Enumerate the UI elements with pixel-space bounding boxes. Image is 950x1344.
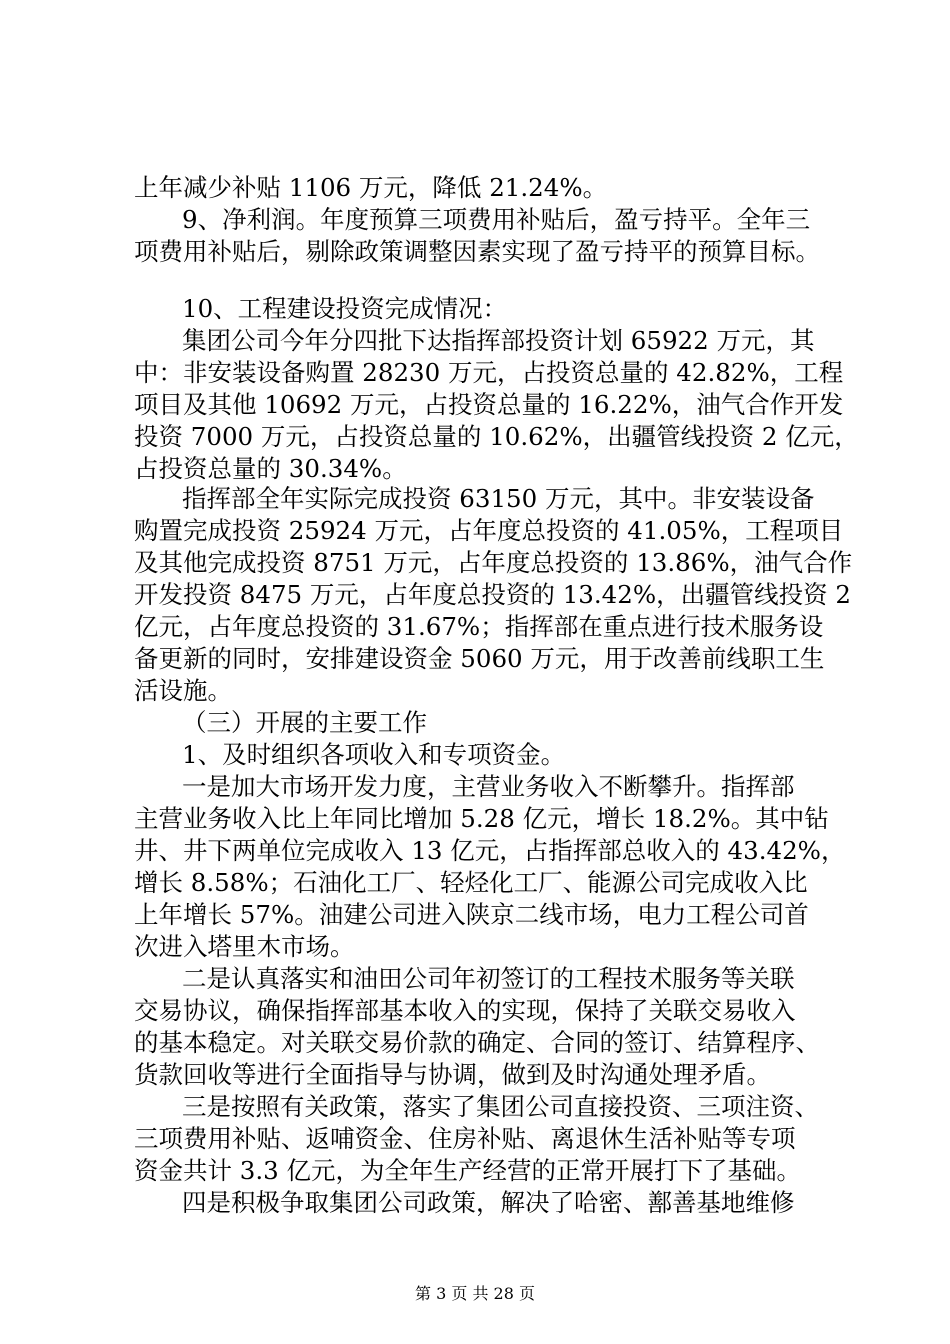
text-line: 三项费用补贴、返哺资金、住房补贴、离退休生活补贴等专项: [134, 1124, 796, 1153]
text-line: 亿元，占年度总投资的 31.67%；指挥部在重点进行技术服务设: [134, 612, 824, 641]
text-line: 中：非安装设备购置 28230 万元，占投资总量的 42.82%，工程: [134, 358, 844, 387]
text-line: 9、净利润。年度预算三项费用补贴后，盈亏持平。全年三: [182, 205, 811, 234]
text-line: 上年减少补贴 1106 万元，降低 21.24%。: [134, 173, 608, 202]
text-line: 开发投资 8475 万元，占年度总投资的 13.42%，出疆管线投资 2: [134, 580, 852, 609]
text-line: 次进入塔里木市场。: [134, 932, 355, 961]
text-line: 购置完成投资 25924 万元，占年度总投资的 41.05%，工程项目: [134, 516, 844, 545]
text-line: 资金共计 3.3 亿元，为全年生产经营的正常开展打下了基础。: [134, 1156, 802, 1185]
text-line: 三是按照有关政策，落实了集团公司直接投资、三项注资、: [182, 1092, 819, 1121]
page-footer: 第 3 页 共 28 页: [415, 1284, 535, 1303]
text-line: 交易协议，确保指挥部基本收入的实现，保持了关联交易收入: [134, 996, 796, 1025]
section-heading: 10、工程建设投资完成情况：: [182, 294, 508, 323]
text-line: 占投资总量的 30.34%。: [134, 454, 407, 483]
text-line: 活设施。: [134, 676, 232, 705]
text-line: 井、井下两单位完成收入 13 亿元，占指挥部总收入的 43.42%，: [134, 836, 846, 865]
text-line: 增长 8.58%；石油化工厂、轻烃化工厂、能源公司完成收入比: [134, 868, 808, 897]
text-line: 二是认真落实和油田公司年初签订的工程技术服务等关联: [182, 964, 795, 993]
text-line: 及其他完成投资 8751 万元，占年度总投资的 13.86%，油气合作: [134, 548, 853, 577]
text-line: 主营业务收入比上年同比增加 5.28 亿元，增长 18.2%。其中钻: [134, 804, 829, 833]
subsection-heading: 1、及时组织各项收入和专项资金。: [182, 740, 566, 769]
text-line: 四是积极争取集团公司政策，解决了哈密、鄯善基地维修: [182, 1188, 795, 1217]
section-heading: （三）开展的主要工作: [182, 708, 427, 737]
text-line: 项费用补贴后，剔除政策调整因素实现了盈亏持平的预算目标。: [134, 237, 820, 266]
text-line: 投资 7000 万元，占投资总量的 10.62%，出疆管线投资 2 亿元，: [134, 422, 859, 451]
text-line: 的基本稳定。对关联交易价款的确定、合同的签订、结算程序、: [134, 1028, 820, 1057]
text-line: 项目及其他 10692 万元，占投资总量的 16.22%，油气合作开发: [134, 390, 844, 419]
text-line: 一是加大市场开发力度，主营业务收入不断攀升。指挥部: [182, 772, 795, 801]
text-line: 上年增长 57%。油建公司进入陕京二线市场，电力工程公司首: [134, 900, 809, 929]
text-line: 指挥部全年实际完成投资 63150 万元，其中。非安装设备: [182, 484, 815, 513]
text-line: 备更新的同时，安排建设资金 5060 万元，用于改善前线职工生: [134, 644, 825, 673]
text-line: 集团公司今年分四批下达指挥部投资计划 65922 万元，其: [182, 326, 815, 355]
text-line: 货款回收等进行全面指导与协调，做到及时沟通处理矛盾。: [134, 1060, 771, 1089]
